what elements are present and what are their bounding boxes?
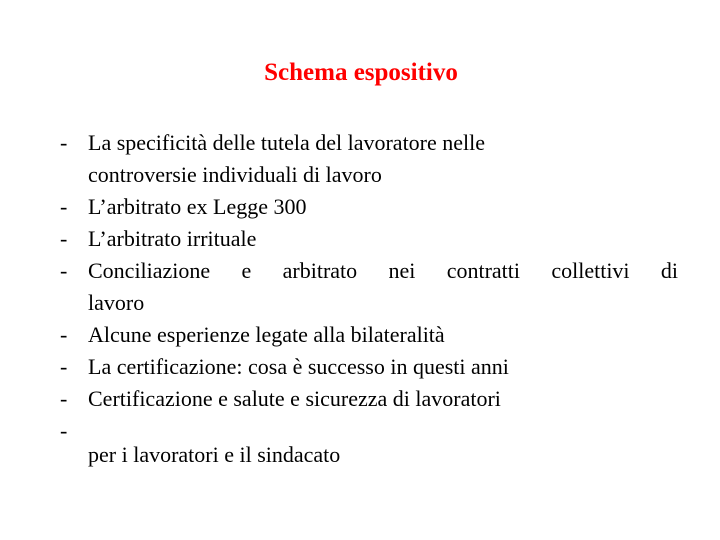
bullet-dash: - <box>60 354 68 379</box>
list-item-line: controversie individuali di lavoro <box>88 162 382 187</box>
list-item-line: La specificità delle tutela del lavoratore nelle <box>88 130 486 155</box>
trailing-text: per i lavoratori e il sindacato <box>88 442 341 467</box>
bullet-dash: - <box>60 418 68 443</box>
bullet-dash: - <box>60 322 68 347</box>
list-item-line: lavoro <box>88 290 145 315</box>
slide-title: Schema espositivo <box>264 59 458 86</box>
bullet-list <box>60 127 678 447</box>
list-item-line: Certificazione e salute e sicurezza di lavoratori <box>88 386 501 411</box>
list-item-line: L’arbitrato ex Legge 300 <box>88 194 307 219</box>
list-item <box>60 351 678 383</box>
list-item-line: Alcune esperienze legate alla bilateralità <box>88 322 445 347</box>
bullet-dash: - <box>60 258 68 283</box>
list-item <box>60 319 678 351</box>
list-item <box>60 223 678 255</box>
bullet-dash: - <box>60 194 68 219</box>
bullet-dash: - <box>60 226 68 251</box>
bullet-dash: - <box>60 130 68 155</box>
list-item <box>60 127 678 191</box>
list-item-line: Conciliazione e arbitrato nei contratti collettivi di <box>88 258 678 283</box>
list-item <box>60 383 678 415</box>
list-item-line: L’arbitrato irrituale <box>88 226 257 251</box>
list-item <box>60 255 678 319</box>
list-item <box>60 191 678 223</box>
list-item-line: La certificazione: cosa è successo in questi anni <box>88 354 509 379</box>
bullet-dash: - <box>60 386 68 411</box>
